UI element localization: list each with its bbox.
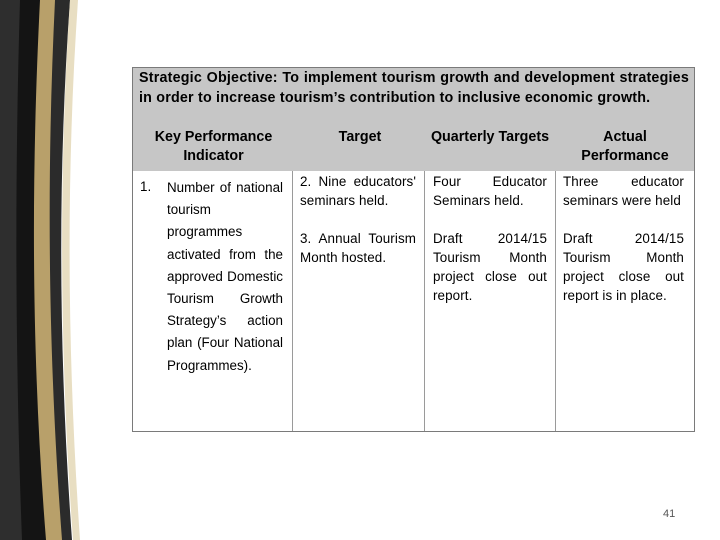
column-header-quarterly: Quarterly Targets — [430, 129, 550, 145]
strategic-objective: Strategic Objective: To implement tourism growth and development strategies in order to increase tourism’s contribution to inclusive economic growth. — [139, 70, 689, 106]
column-divider — [424, 171, 425, 431]
column-divider — [555, 171, 556, 431]
actual-performance-1: Three educator seminars were held — [563, 174, 684, 208]
column-header-target: Target — [338, 129, 382, 145]
target-1: 2. Nine educators' seminars held. — [300, 174, 416, 208]
quarterly-target-2: Draft 2014/15 Tourism Month project close out report. — [433, 231, 547, 303]
page-number: 41 — [663, 508, 676, 520]
column-header-kpi: Key Performance Indicator — [154, 129, 273, 164]
kpi-table — [132, 67, 695, 432]
kpi-text: Number of national tourism programmes activated from the approved Domestic Tourism Growth Strategy’s action plan (Four National Programmes). — [167, 180, 283, 373]
column-header-actual: Actual Performance — [581, 129, 669, 164]
column-divider — [292, 171, 293, 431]
quarterly-target-1: Four Educator Seminars held. — [433, 174, 547, 208]
target-2: 3. Annual Tourism Month hosted. — [300, 231, 416, 265]
actual-performance-2: Draft 2014/15 Tourism Month project close out report is in place. — [563, 231, 684, 303]
decorative-swoosh-graphic — [0, 0, 100, 540]
table-header — [133, 68, 694, 171]
kpi-number: 1. — [140, 179, 152, 194]
